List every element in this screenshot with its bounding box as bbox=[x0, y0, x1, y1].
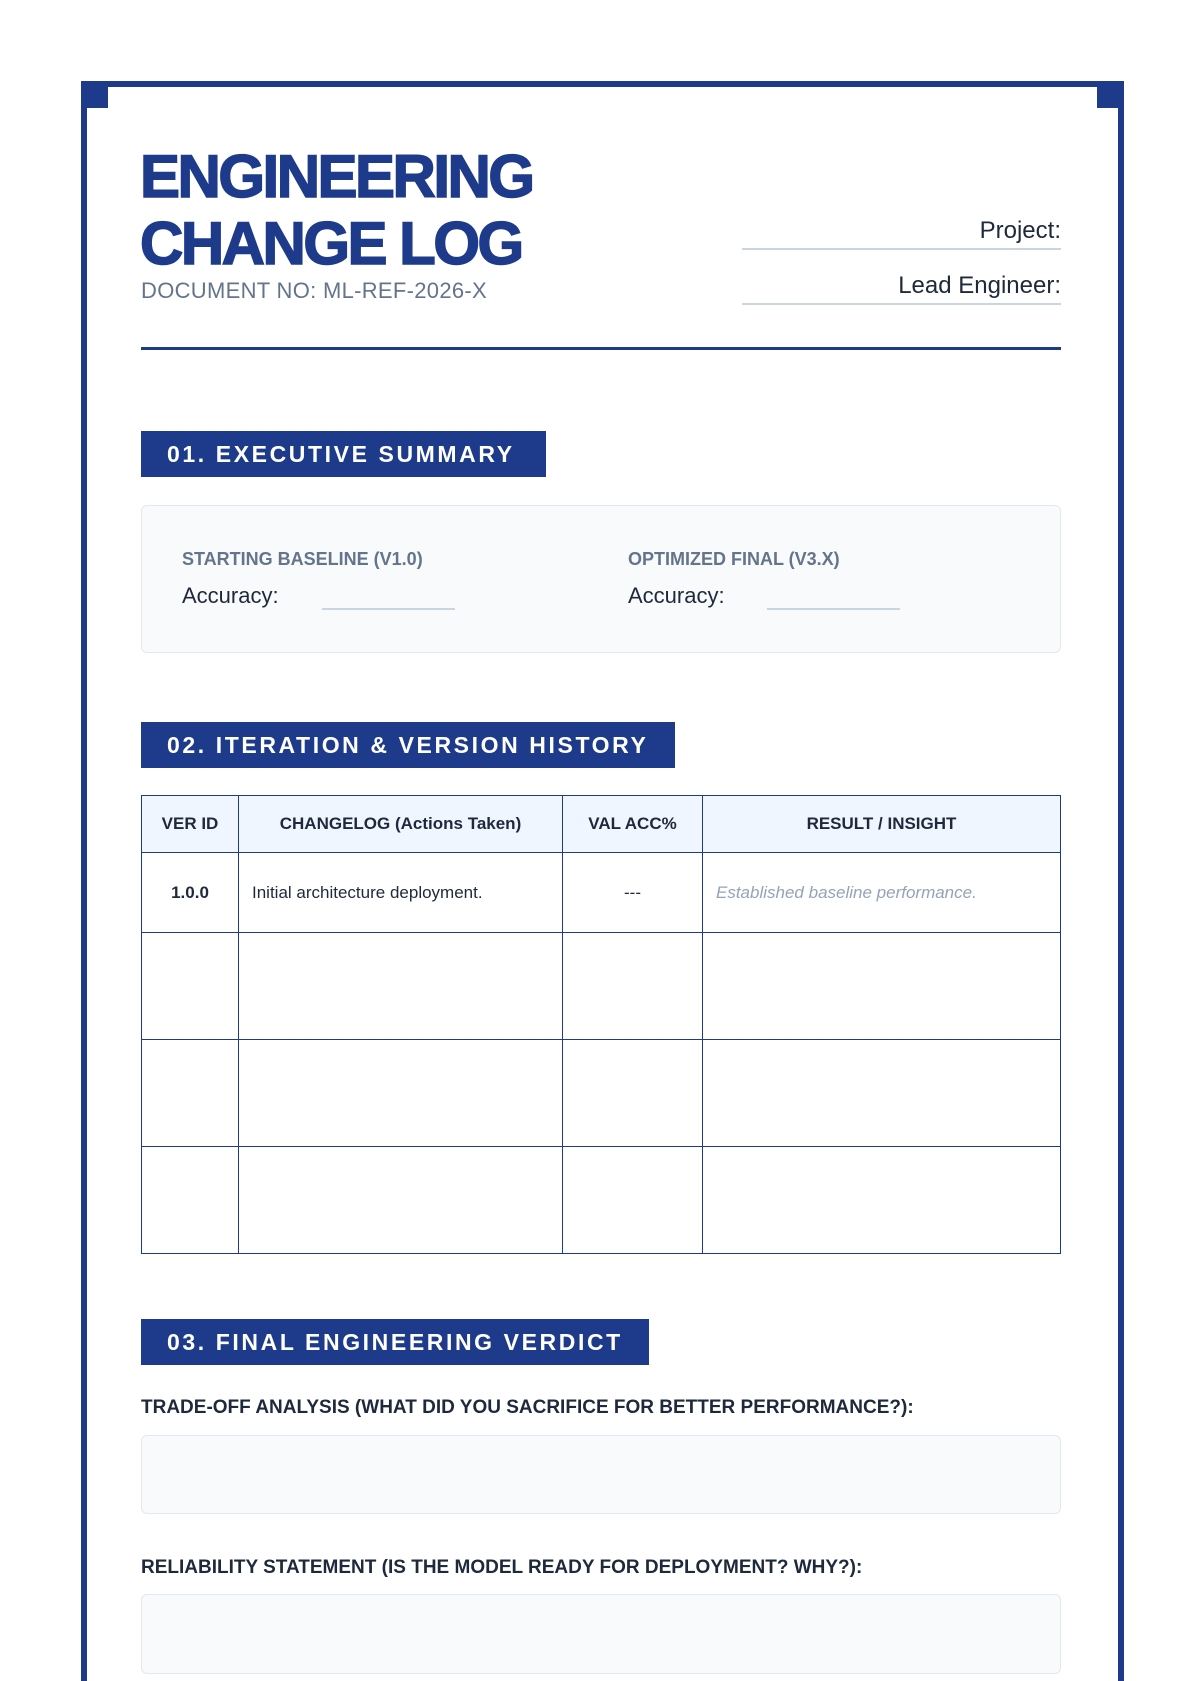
reliability-input[interactable] bbox=[141, 1594, 1061, 1674]
table-cell[interactable] bbox=[142, 1147, 239, 1254]
section-heading-summary: 01. EXECUTIVE SUMMARY bbox=[141, 431, 546, 477]
table-cell[interactable]: --- bbox=[563, 853, 703, 933]
title-line-2: CHANGE LOG bbox=[140, 210, 522, 277]
reliability-label: RELIABILITY STATEMENT (IS THE MODEL READY FOR DEPLOYMENT? WHY?): bbox=[141, 1557, 863, 1578]
table-cell[interactable] bbox=[703, 933, 1061, 1040]
baseline-accuracy-label: Accuracy: bbox=[182, 583, 279, 608]
table-row bbox=[142, 1040, 1061, 1147]
table-cell[interactable] bbox=[239, 933, 563, 1040]
final-label: OPTIMIZED FINAL (V3.X) bbox=[628, 549, 840, 569]
table-cell[interactable] bbox=[703, 1147, 1061, 1254]
section-heading-verdict: 03. FINAL ENGINEERING VERDICT bbox=[141, 1319, 649, 1365]
column-header: RESULT / INSIGHT bbox=[703, 796, 1061, 853]
table-cell[interactable] bbox=[703, 1040, 1061, 1147]
table-row bbox=[142, 933, 1061, 1040]
document-title bbox=[140, 143, 533, 277]
column-header: VER ID bbox=[142, 796, 239, 853]
baseline-label: STARTING BASELINE (V1.0) bbox=[182, 549, 423, 569]
corner-ornament-left bbox=[81, 81, 108, 108]
header-divider bbox=[141, 347, 1061, 350]
table-cell[interactable]: Established baseline performance. bbox=[703, 853, 1061, 933]
column-header: VAL ACC% bbox=[563, 796, 703, 853]
table-cell[interactable] bbox=[142, 1040, 239, 1147]
table-cell[interactable] bbox=[563, 1147, 703, 1254]
tradeoff-input[interactable] bbox=[141, 1435, 1061, 1514]
table-row bbox=[142, 1147, 1061, 1254]
lead-engineer-field[interactable]: Lead Engineer: bbox=[742, 271, 1061, 305]
executive-summary-panel bbox=[141, 505, 1061, 653]
table-cell[interactable] bbox=[563, 933, 703, 1040]
table-cell[interactable] bbox=[142, 933, 239, 1040]
table-cell[interactable]: 1.0.0 bbox=[142, 853, 239, 933]
tradeoff-label: TRADE-OFF ANALYSIS (WHAT DID YOU SACRIFICE FOR BETTER PERFORMANCE?): bbox=[141, 1397, 914, 1418]
table-cell[interactable] bbox=[239, 1040, 563, 1147]
corner-ornament-right bbox=[1097, 81, 1124, 108]
section-heading-history: 02. ITERATION & VERSION HISTORY bbox=[141, 722, 675, 768]
project-field[interactable]: Project: bbox=[742, 216, 1061, 250]
final-accuracy-label: Accuracy: bbox=[628, 583, 725, 608]
table-header-row bbox=[142, 796, 1061, 853]
version-history-table bbox=[141, 795, 1061, 1254]
baseline-accuracy-input[interactable] bbox=[322, 608, 455, 610]
table-row bbox=[142, 853, 1061, 933]
table-cell[interactable] bbox=[239, 1147, 563, 1254]
title-line-1: ENGINEERING bbox=[140, 143, 533, 210]
column-header: CHANGELOG (Actions Taken) bbox=[239, 796, 563, 853]
document-number: DOCUMENT NO: ML-REF-2026-X bbox=[141, 278, 487, 303]
table-cell[interactable] bbox=[563, 1040, 703, 1147]
final-accuracy-input[interactable] bbox=[767, 608, 900, 610]
table-cell[interactable]: Initial architecture deployment. bbox=[239, 853, 563, 933]
